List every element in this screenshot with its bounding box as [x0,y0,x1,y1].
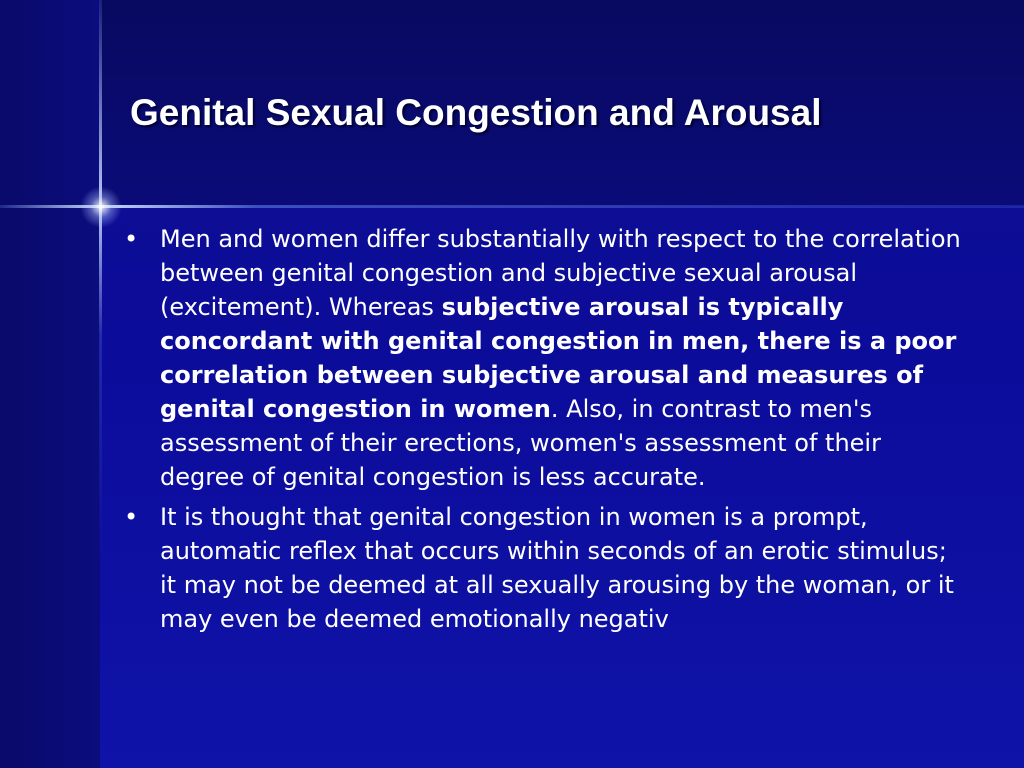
bullet-list [124,222,964,642]
light-flare-icon [80,186,122,228]
slide-title: Genital Sexual Congestion and Arousal [130,92,822,133]
light-flare-vertical [99,0,102,560]
bullet-1-text: Men and women differ substantially with respect to the correlation between genital congestion and subjective sexual arousal (excitement). Whereas [160,225,961,321]
bullet-item-1 [124,222,964,494]
bullet-1-bold-text: subjective arousal is typically concordant with genital congestion in men, there is a poor correlation between subjective arousal and measures of genital congestion in women [160,293,957,423]
bullet-item-2 [124,500,964,636]
light-flare-horizontal [0,205,1024,208]
bullet-dot-icon: • [124,503,139,531]
bullet-1-text-end: . Also, in contrast to men's assessment of their erections, women's assessment of their degree of genital congestion is less accurate. [160,395,881,491]
left-band [0,0,100,768]
bullet-2-text: It is thought that genital congestion in women is a prompt, automatic reflex that occurs within seconds of an erotic stimulus; it may not be deemed at all sexually arousing by the woman, or it may even be deemed emotionally negativ [160,503,954,633]
bullet-dot-icon: • [124,225,139,253]
